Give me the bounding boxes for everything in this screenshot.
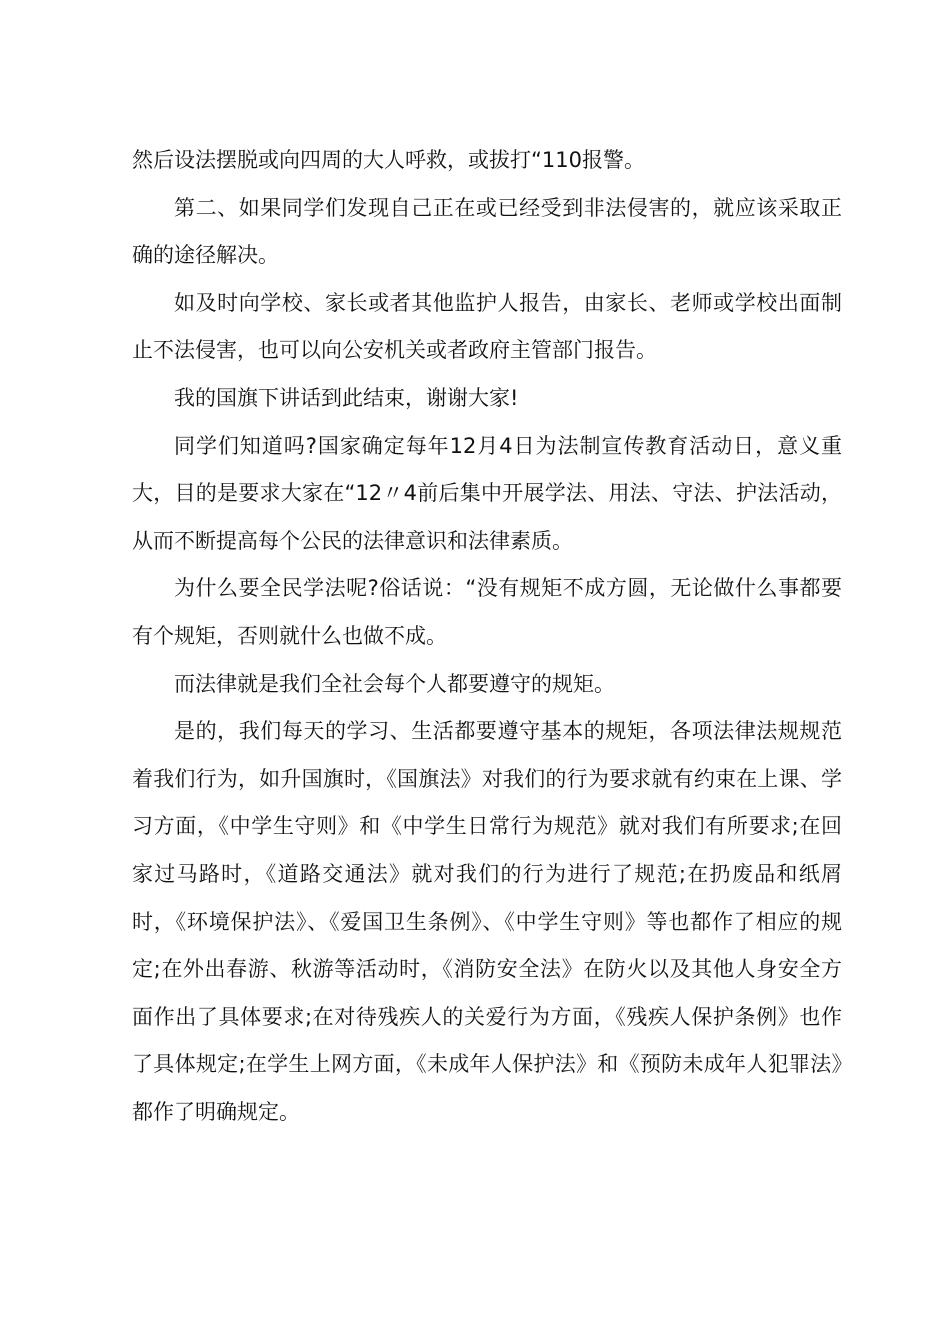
paragraph-call-110: 然后设法摆脱或向四周的大人呼救，或拔打“110报警。 bbox=[132, 148, 645, 172]
paragraph-why-learn-law: 为什么要全民学法呢?俗话说：“没有规矩不成方圆，无论做什么事都要有个规矩，否则就什么也做不成。 bbox=[132, 576, 842, 648]
paragraph-second-point: 第二、如果同学们发现自己正在或已经受到非法侵害的，就应该采取正确的途径解决。 bbox=[132, 195, 842, 268]
paragraph-law-as-rules: 而法律就是我们全社会每个人都要遵守的规矩。 bbox=[174, 671, 615, 696]
paragraph-legal-education-day: 同学们知道吗?国家确定每年12月4日为法制宣传教育活动日，意义重大，目的是要求大家在“12〃4前后集中开展学法、用法、守法、护法活动，从而不断提高每个公民的法律意识和法律素质。 bbox=[132, 433, 842, 553]
paragraph-report-infringement: 如及时向学校、家长或者其他监护人报告，由家长、老师或学校出面制止不法侵害，也可以向公安机关或者政府主管部门报告。 bbox=[132, 290, 842, 363]
paragraph-laws-regulate-behavior: 是的，我们每天的学习、生活都要遵守基本的规矩，各项法律法规规范着我们行为，如升国旗时，《国旗法》对我们的行为要求就有约束在上课、学习方面，《中学生守则》和《中学生日常行为规范》就对我们有所要求;在回家过马路时，《道路交通法》就对我们的行为进行了规范;在扔废品和纸屑时，《环境保护法》、《爱国卫生条例》、《中学生守则》等也都作了相应的规定;在外出春游、秋游等活动时，《消防安全法》在防火以及其他人身安全方面作出了具体要求;在对待残疾人的关爱行为方面，《残疾人保护条例》也作了具体规定;在学生上网方面，《未成年人保护法》和《预防未成年人犯罪法》都作了明确规定。 bbox=[132, 719, 842, 1124]
paragraph-speech-closing: 我的国旗下讲话到此结束，谢谢大家! bbox=[174, 385, 519, 410]
document-body bbox=[132, 137, 842, 1136]
